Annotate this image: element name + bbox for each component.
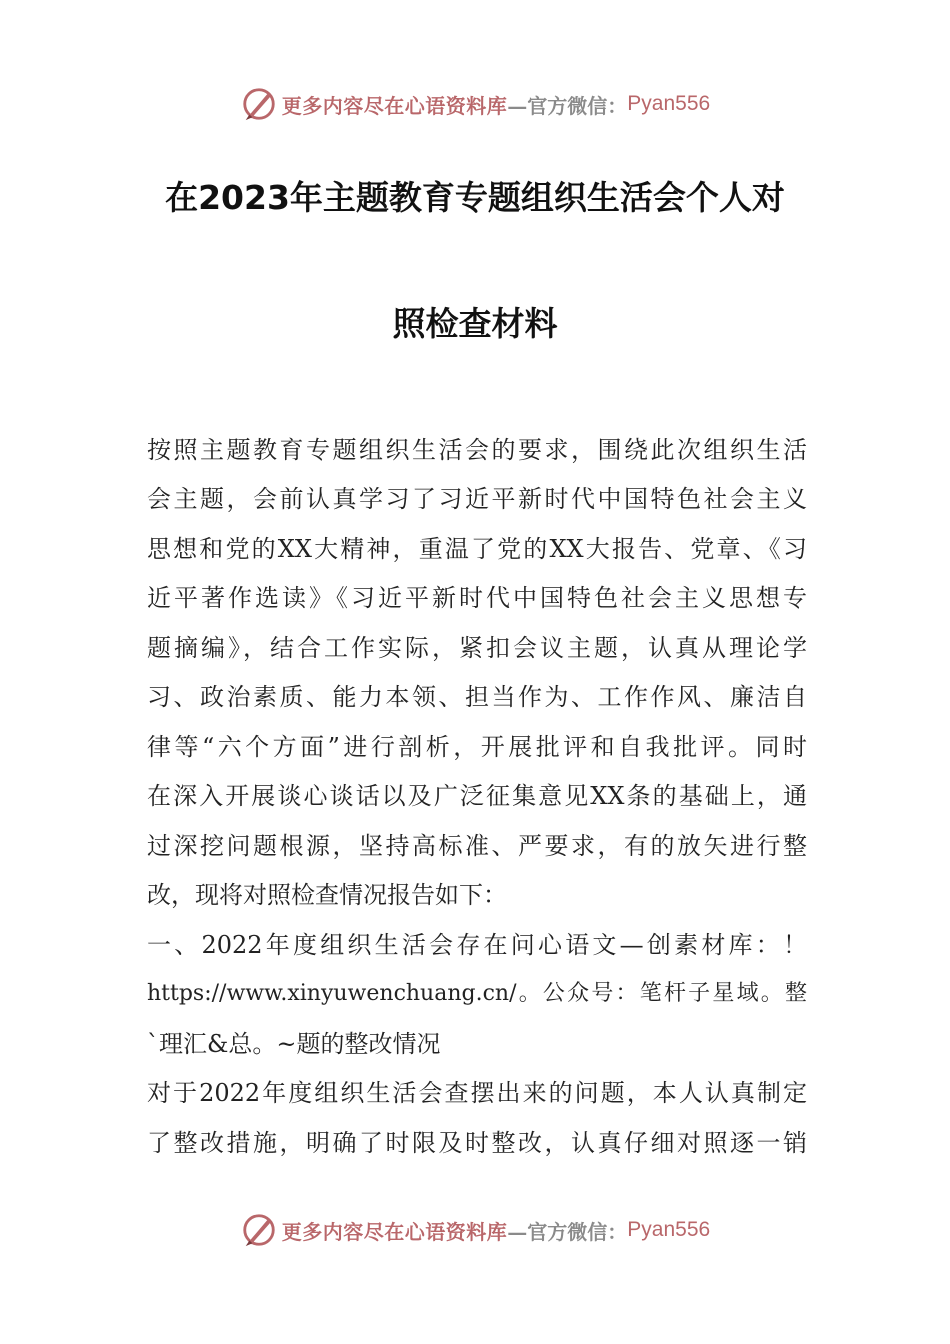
document-title-line-1: 在2023年主题教育专题组织生活会个人对 — [165, 178, 785, 217]
banner-text-library: 更多内容尽在心语资料库 — [281, 1219, 508, 1244]
section-heading-line: 一、2022年度组织生活会存在问心语文—创素材库：！ — [147, 931, 807, 959]
footer-banner — [0, 1208, 950, 1252]
body-line: 律等“六个方面”进行剖析，开展批评和自我批评。同时 — [147, 733, 807, 761]
quill-logo-icon — [240, 1211, 278, 1249]
document-title-line-2: 照检查材料 — [392, 304, 558, 343]
body-line-url: https://www.xinyuwenchuang.cn/。公众号：笔杆子星域。整 — [147, 981, 807, 1006]
body-line: 对于2022年度组织生活会查摆出来的问题，本人认真制定 — [147, 1079, 807, 1107]
quill-logo-icon — [240, 85, 278, 123]
body-line: 近平著作选读》《习近平新时代中国特色社会主义思想专 — [147, 584, 807, 612]
body-line: 会主题，会前认真学习了习近平新时代中国特色社会主义 — [147, 485, 807, 513]
body-line: 改，现将对照检查情况报告如下： — [147, 881, 507, 909]
banner-text-wechat-id: Pyan556 — [627, 92, 711, 115]
body-line: 按照主题教育专题组织生活会的要求，围绕此次组织生活 — [147, 436, 807, 464]
banner-text-wechat-label: —官方微信： — [507, 1219, 628, 1244]
body-line: `理汇&总。~题的整改情况 — [147, 1030, 441, 1058]
body-line: 习、政治素质、能力本领、担当作为、工作作风、廉洁自 — [147, 683, 807, 711]
header-banner — [0, 82, 950, 126]
body-line: 过深挖问题根源，坚持高标准、严要求，有的放矢进行整 — [147, 832, 807, 860]
body-line: 思想和党的XX大精神，重温了党的XX大报告、党章、《习 — [147, 535, 807, 563]
body-line: 题摘编》，结合工作实际，紧扣会议主题，认真从理论学 — [147, 634, 807, 662]
banner-text-library: 更多内容尽在心语资料库 — [281, 93, 508, 118]
body-line: 了整改措施，明确了时限及时整改，认真仔细对照逐一销 — [147, 1129, 807, 1157]
banner-text-wechat-label: —官方微信： — [507, 93, 628, 118]
banner-text-wechat-id: Pyan556 — [627, 1218, 711, 1241]
body-line: 在深入开展谈心谈话以及广泛征集意见XX条的基础上，通 — [147, 782, 807, 810]
